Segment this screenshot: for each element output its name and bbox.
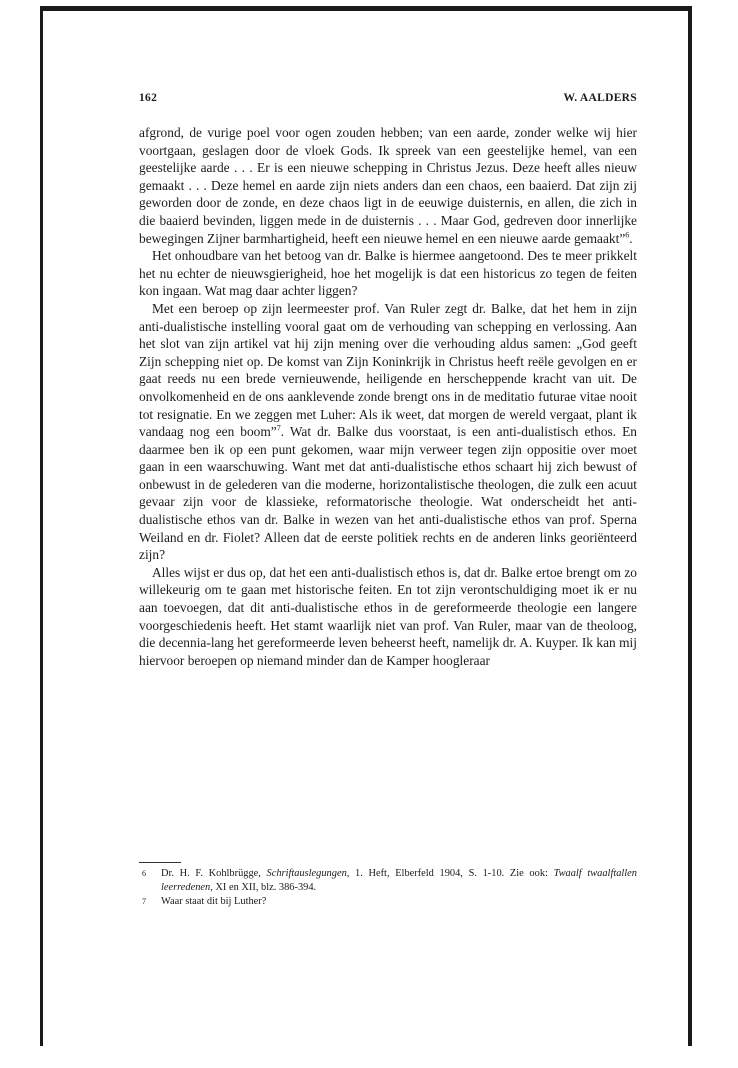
scan-border-top: [40, 6, 692, 11]
scan-border-right: [688, 6, 692, 1046]
paragraph-1: afgrond, de vurige poel voor ogen zouden hebben; van een aarde, zonder welke wij hier voortgaan, geslagen door de vloek Gods. Ik spreek van een geestelijke hemel, van een geestelijke aarde . . . Er is een nieuwe schepping in Christus Jezus. Deze heeft alles nieuw gemaakt . . . Deze hemel en aarde zijn niets anders dan een chaos, een baaierd. Dat zijn zij geworden door de zonde, en deze chaos ligt in de eeuwige duisternis, en allen, die zich in die baaierd bevinden, liggen mede in de duisternis . . . Maar God, gedreven door innerlijke bewegingen Zijner barmhartigheid, heeft een nieuwe hemel en een nieuwe aarde gemaakt”$^6$.: [139, 125, 637, 246]
footnote-7: 7 Waar staat dit bij Luther?: [142, 896, 267, 907]
scan-border-left: [40, 6, 43, 1046]
footnote-ref-7[interactable]: 7: [276, 423, 281, 433]
paragraph-4: Alles wijst er dus op, dat het een anti-dualistisch ethos is, dat dr. Balke ertoe brengt om zo willekeurig om te gaan met historische feiten. En tot zijn verontschuldiging moet ik er nu aan toevoegen, dat dit anti-dualistische ethos in de gereformeerde theologie een langere voorgeschiedenis heeft. Het stamt waarlijk niet van prof. Van Ruler, maar van de theoloog, die decennia-lang het gereformeerde leven beheerst heeft, namelijk dr. A. Kuyper. Ik kan mij hiervoor beroepen op niemand minder dan de Kamper hoogleraar: [139, 564, 637, 668]
footnote-mark: 7: [142, 897, 146, 906]
book-page: [139, 92, 637, 669]
footnote-6: 6 Dr. H. F. Kohlbrügge, Schriftauslegungen, 1. Heft, Elberfeld 1904, S. 1-10. Zie ook: Twaalf twaalftallen leerredenen, XI en XII, blz. 386-394.: [142, 868, 637, 893]
footnote-mark: 6: [142, 869, 146, 878]
paragraph-3: Met een beroep op zijn leermeester prof. Van Ruler zegt dr. Balke, dat het hem in zijn anti-dualistische instelling vooral gaat om de verhouding van schepping en verlossing. Aan het slot van zijn artikel vat hij zijn mening over die verhouding aldus samen: „God geeft Zijn schepping niet op. De komst van Zijn Koninkrijk in Christus heeft reële gevolgen en er gaat reeds nu een brede vernieuwende, heiligende en herscheppende kracht van uit. De onvolkomenheid en de ons aanklevende zonde brengt ons in de meditatio futurae vitae nooit tot resignatie. En we zeggen met Luher: Als ik weet, dat morgen de wereld vergaat, plant ik vandaag nog een boom”$^7$. Wat dr. Balke dus voorstaat, is een anti-dualistisch ethos. En daarmee ben ik op een punt gekomen, waar mijn verweer tegen zijn oppositie over moet gaan in een waarschuwing. Want met dat anti-dualistische ethos schaart hij zich bewust of onbewust in de gelederen van die moderne, horizontalistische theologen, die zulk een acuut gevaar zijn voor de klassieke, reformatorische theologie. Wat onderscheidt het anti-dualistische ethos van dr. Balke in wezen van het anti-dualistische ethos van prof. Sperna Weiland en dr. Fiolet? Alleen dat de eerste politiek rechts en de anderen links georiënteerd zijn?: [139, 300, 637, 563]
page-number: 162: [139, 92, 158, 104]
page-header: [139, 92, 637, 112]
body-text: [139, 124, 637, 669]
paragraph-2: Het onhoudbare van het betoog van dr. Balke is hiermee aangetoond. Des te meer prikkelt het nu echter de nieuwsgierigheid, hoe het mogelijk is dat een historicus zo tegen de feiten kon ingaan. Wat mag daar achter liggen?: [139, 248, 637, 299]
footnote-divider: [139, 862, 181, 863]
footnotes: [139, 862, 637, 909]
footnote-ref-6[interactable]: 6: [625, 230, 630, 240]
running-head: W. AALDERS: [563, 92, 637, 104]
